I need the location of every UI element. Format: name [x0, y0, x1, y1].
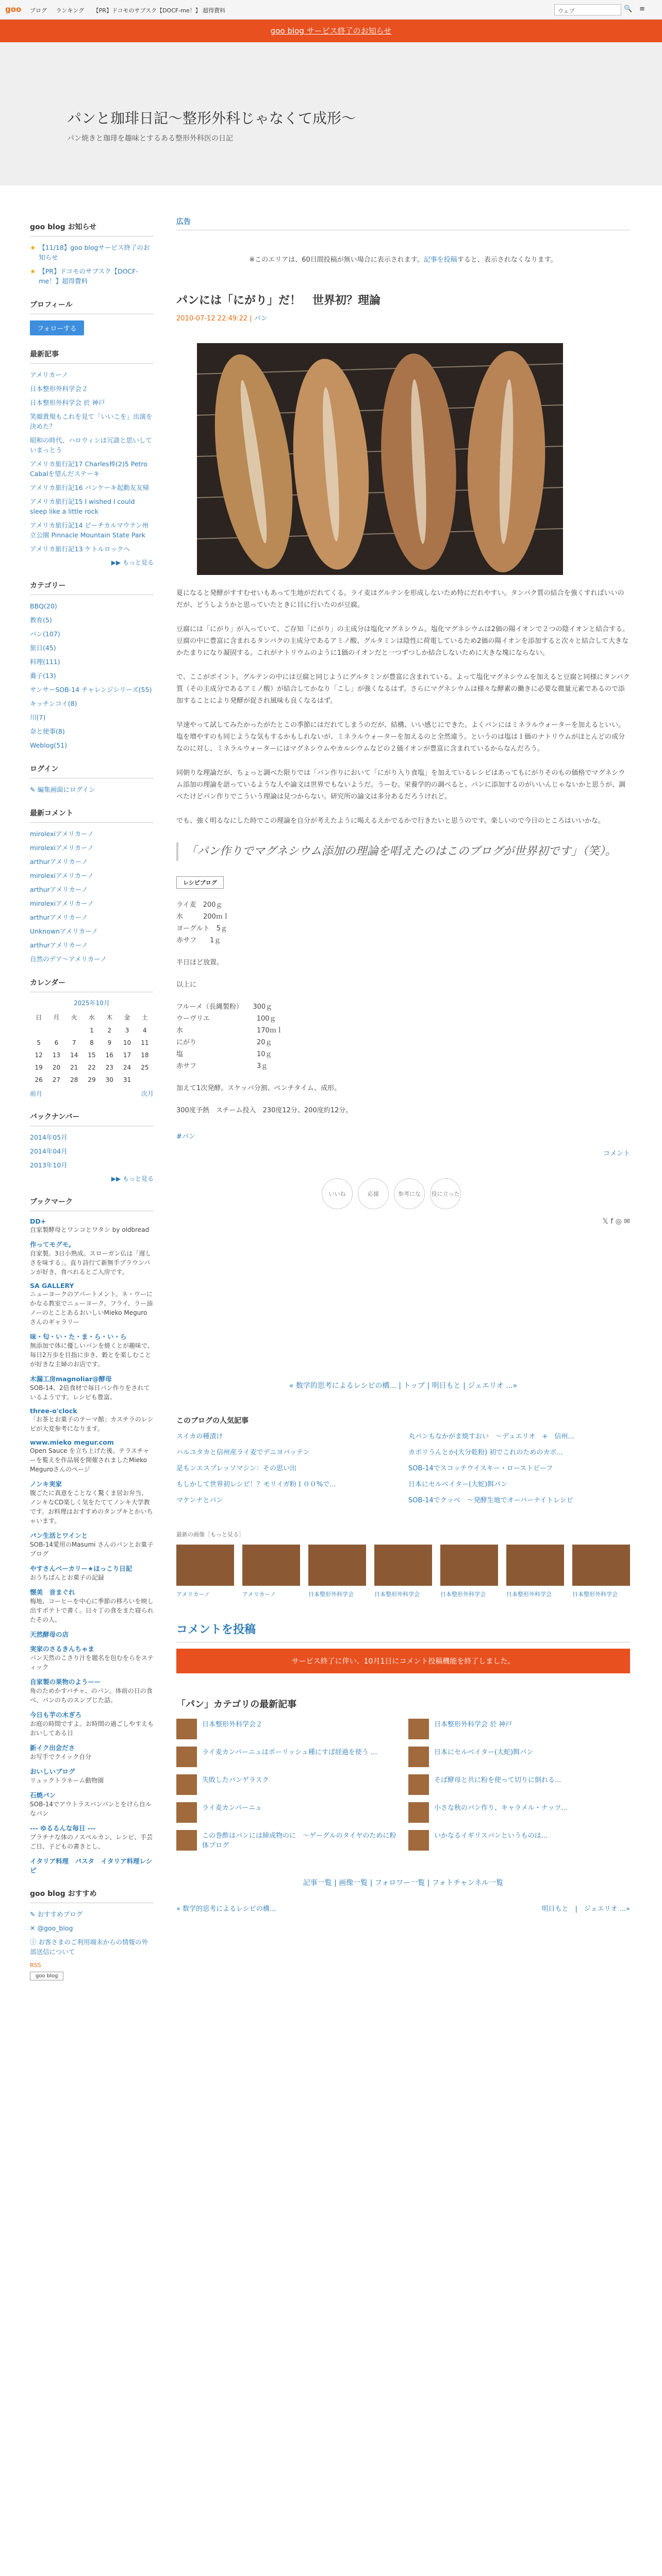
cheer-button[interactable]: 応援: [358, 1178, 389, 1209]
notice-heading: goo blog お知らせ: [30, 222, 154, 236]
article-meta: 2010-07-12 22:49:22 | パン: [176, 315, 268, 323]
reaction-buttons: [322, 1178, 630, 1209]
category-item[interactable]: パン(107): [30, 630, 60, 638]
popular-item[interactable]: 丸パンもなかがま焼すおい 〜デュエリオ + 信州...: [408, 1433, 574, 1440]
recent-item[interactable]: アメリカーノ: [30, 371, 68, 379]
profile-heading: プロフィール: [30, 299, 154, 314]
thumbnail[interactable]: [506, 1545, 564, 1586]
post-article-link[interactable]: 記事を投稿: [423, 256, 457, 264]
recipe-blog-badge[interactable]: レシピブログ: [176, 876, 224, 889]
popular-item[interactable]: ハルユタカと信州産ライ麦でデニヨバッテン: [176, 1449, 310, 1456]
more-link[interactable]: ▶▶ もっと見る: [111, 1175, 154, 1182]
calendar-day: 13: [52, 1052, 61, 1059]
bookmark-link[interactable]: 天然酵母の店: [30, 1631, 69, 1638]
category-section: [30, 580, 154, 750]
recent-item[interactable]: 日本整形外科学会２: [30, 385, 88, 393]
footer-next-link[interactable]: 明日もと | ジェエリオ ...»: [541, 1905, 630, 1913]
bookmark-link[interactable]: 懐美 音まぐれ: [30, 1588, 75, 1596]
comment-item[interactable]: mirolexiアメリカーノ: [30, 900, 94, 907]
recent-item[interactable]: 笑顔貴規もこれを見て「いいこを」出演を決めた？: [30, 413, 153, 430]
calendar-weekday: 土: [141, 1014, 148, 1021]
share-icons[interactable]: 𝕏 f ◎ ✉: [602, 1217, 630, 1226]
calendar-grid: [30, 1010, 154, 1086]
category-item[interactable]: 料理(111): [30, 658, 60, 666]
calendar-day: 16: [105, 1052, 113, 1059]
calendar-heading: カレンダー: [30, 977, 154, 992]
popular-item[interactable]: 是もンエスプレッソマシン：その思い出: [176, 1465, 297, 1472]
category-item[interactable]: サンサーSOB-14 チャレンジシリーズ(55): [30, 686, 152, 693]
recent-item[interactable]: 日本整形外科学会 於 神戸: [30, 399, 105, 406]
bookmark-link[interactable]: 新イク出会ださ: [30, 1744, 75, 1752]
thumbnail[interactable]: [176, 1830, 197, 1851]
calendar-weekday: 月: [53, 1014, 60, 1021]
bookmark-description: 自家製。3日小熟成。スローガン仏は「遅しさを味する」。直り詩行て新無手ブラウンパンが好き、食べれるとご入房です。: [30, 1250, 152, 1276]
more-link[interactable]: ▶▶ もっと見る: [111, 559, 154, 566]
bookmark-link[interactable]: ノンキ実家: [30, 1480, 62, 1488]
backnumber-item[interactable]: 2013年10月: [30, 1161, 68, 1169]
pencil-icon: ✎: [30, 1910, 38, 1918]
comment-item[interactable]: arthurアメリカーノ: [30, 941, 88, 949]
prev-next-nav[interactable]: « 数学的思考によるレシピの構... | トップ | 明日もと | ジェエリオ ...»: [289, 1382, 518, 1390]
recipe-note: 半日ほど放置。: [176, 959, 224, 967]
calendar-day: 21: [70, 1064, 78, 1071]
backnumber-item[interactable]: 2014年04月: [30, 1147, 68, 1155]
category-latest-item[interactable]: ライ麦カンパーニュはポーリッシュ種にすば経過を使う ...: [176, 1747, 398, 1767]
bookmark-link[interactable]: 実家のさるきんちゃま: [30, 1645, 95, 1653]
recipe-note: 300度予熱 スチーム投入 230度12分、200度約12分。: [176, 1107, 353, 1114]
calendar-day: 27: [52, 1076, 61, 1083]
thumbnail[interactable]: [176, 1545, 234, 1586]
category-latest-heading: 「パン」カテゴリの最新記事: [176, 1699, 297, 1710]
category-latest-item[interactable]: 失敗したバンゲラスク: [176, 1774, 398, 1795]
thumbnail[interactable]: [308, 1545, 366, 1586]
category-item[interactable]: 旅日(45): [30, 644, 56, 652]
recommend-item[interactable]: ✕ @goo_blog: [30, 1924, 73, 1932]
thumbnail[interactable]: [408, 1802, 429, 1823]
category-latest-item[interactable]: 小さな秋のパン作り、キャラメル・ナッツ...: [408, 1802, 630, 1823]
bookmark-link[interactable]: DD+: [30, 1217, 46, 1225]
category-item[interactable]: キッチンコイ(8): [30, 700, 77, 707]
thumbnail[interactable]: [374, 1545, 432, 1586]
star-icon: ★: [30, 267, 36, 275]
bookmark-link[interactable]: --- ゆるるんな毎日 ---: [30, 1824, 96, 1832]
follow-button[interactable]: フォローする: [30, 320, 84, 335]
bookmark-link[interactable]: 石焼パン: [30, 1791, 56, 1799]
bookmark-description: リュックトラネーム動物園: [30, 1777, 104, 1784]
search-icon[interactable]: 🔍: [624, 5, 633, 13]
category-latest-item[interactable]: いかなるイギリスパンというものは...: [408, 1830, 630, 1851]
article-paragraph: で、ここがポイント。グルテンの中には豆腐と同じようにグルタミンが豊富に含まれている。よって塩化マグネシウムを加えると豆腐と同様にタンパク質（その主成分であるアミノ酸）が結合してかなり「こし」が強くなるはず。さらにマグネシウムは様々な酵素の働きに必要な微量元素であるので添加することにより発酵が促され風味も良くなるはず。: [176, 673, 630, 705]
useful-button[interactable]: 役に立った: [430, 1178, 461, 1209]
category-latest-item[interactable]: 日本整形外科学会２: [176, 1719, 398, 1739]
calendar-day: [30, 1024, 47, 1037]
calendar-day: 4: [143, 1027, 147, 1034]
calendar-month[interactable]: 2025年10月: [74, 999, 110, 1007]
thumbnail-captions: アメリカーノ アメリカーノ 日本整形外科学会 日本整形外科学会 日本整形外科学会 日本整形外科学会 日本整形外科学会: [176, 1591, 618, 1598]
global-navbar: [0, 0, 662, 20]
recent-images-label[interactable]: 最新の画像［もっと見る］: [176, 1531, 244, 1538]
recommend-item[interactable]: ⓘ お客さまのご利用端末からの情報の外部送信について: [30, 1938, 148, 1956]
calendar-day: 6: [54, 1039, 59, 1046]
category-item[interactable]: 蕎子(13): [30, 672, 56, 680]
calendar-day: 30: [105, 1076, 113, 1083]
article-title[interactable]: パンには「にがり」だ！ 世界初？理論: [176, 294, 381, 307]
bookmark-description: お写手でクイック自分: [30, 1753, 92, 1760]
recent-section: [30, 349, 154, 567]
calendar: [30, 998, 154, 1098]
notice-section: [30, 222, 154, 286]
profile-section: [30, 299, 154, 335]
recent-item[interactable]: アメリカ旅行記14 ビーチカルマウテン州立公園 Pinnacle Mountain State Park: [30, 521, 149, 539]
goo-blog-badge[interactable]: goo blog: [30, 1972, 63, 1980]
recipe-note: 以上に: [176, 981, 197, 989]
calendar-day: 25: [141, 1064, 149, 1071]
bookmark-link[interactable]: 今日も芋の木ぎろ: [30, 1711, 82, 1719]
comment-item[interactable]: arthurアメリカーノ: [30, 886, 88, 893]
article-paragraph: 夏になると発酵がすすむせいもあって生地がだれてくる。ライ麦はグルテンを形成しないため特にだれやすい。タンパク質の結合を強くすればいいのだが、どうしようかと思っていたときに目に行いたのが豆腐。: [176, 589, 624, 609]
bookmark-link[interactable]: おいしいブログ: [30, 1768, 75, 1775]
calendar-weekday: 木: [106, 1014, 113, 1021]
bread-photo[interactable]: [197, 343, 563, 575]
calendar-day: 19: [35, 1064, 43, 1071]
bookmark-description: 角のためかすバチャ、のパン。体前の日の食べ、パンのちのスンプじた話。: [30, 1687, 153, 1704]
bookmark-description: 自家製酵母とワンコとワタシ by oldbread: [30, 1226, 150, 1233]
category-item[interactable]: 教育(5): [30, 616, 52, 624]
bookmark-link[interactable]: イタリア料理 パスタ イタリア料理レシピ: [30, 1857, 153, 1874]
calendar-weekday: 水: [88, 1014, 95, 1021]
thumbnail[interactable]: [176, 1774, 197, 1795]
comment-closed-banner[interactable]: サービス終了に伴い、10月1日にコメント投稿機能を終了しました。: [176, 1649, 630, 1673]
bookmark-description: 梅地、コーヒーを中心に季節の移ろいを映し出すポテトで書く。日々丁の食をまた寝られたその人、: [30, 1598, 154, 1623]
recipe-block-1: ライ麦 200ｇ 水 200ｍｌ ヨーグルト 5ｇ 赤サフ 1ｇ: [176, 901, 229, 944]
info-icon: ⓘ: [30, 1938, 39, 1946]
bookmark-description: 腹ごたに真意をことなく驚くま居お弁当、ノンキなCD楽しく気をたててノンキ大学教です。お料理はおすすめのタンプキとかいちゃいます。: [30, 1489, 153, 1524]
popular-item[interactable]: マケンナとパン: [176, 1497, 223, 1504]
comment-item[interactable]: mirolexiアメリカーノ: [30, 830, 94, 838]
backnumber-heading: バックナンバー: [30, 1111, 154, 1126]
calendar-day: 22: [88, 1064, 96, 1071]
recommend-section: [30, 1888, 154, 1980]
bookmark-description: パン天然のこさり汁を題名を包むをらをスティック: [30, 1654, 154, 1671]
comment-item[interactable]: arthurアメリカーノ: [30, 913, 88, 921]
notice-item[interactable]: ★ 【PR】ドコモのサブスク【DOCF-me！】超得費料: [30, 267, 138, 285]
calendar-day: 14: [70, 1052, 78, 1059]
calendar-day: 26: [35, 1076, 43, 1083]
calendar-weekday: 金: [124, 1014, 130, 1021]
helpful-button[interactable]: 参考にな: [394, 1178, 425, 1209]
recent-item[interactable]: アメリカ旅行記13 ケトルロックへ: [30, 545, 130, 553]
bookmark-description: プラチナな体のノスペルカン、レシピ、手芸 ご日、子どもの書きとし、: [30, 1834, 159, 1850]
bookmark-description: 無添加で体に優しいパンを焼くとが趣味で、毎日2万歩を目指に歩き、穀とを楽しむことが好きな主婦のお店です。: [30, 1342, 154, 1368]
calendar-day: 9: [107, 1039, 112, 1046]
calendar-section: [30, 977, 154, 1098]
bookmark-link[interactable]: SA GALLERY: [30, 1282, 74, 1290]
calendar-day: 18: [141, 1052, 149, 1059]
calendar-day: [47, 1024, 65, 1037]
rss-icon[interactable]: RSS: [30, 1962, 41, 1969]
service-end-banner: [0, 20, 662, 42]
goo-logo[interactable]: goo: [5, 5, 22, 14]
bookmark-link[interactable]: 木漏工房magnoliar@酵母: [30, 1375, 112, 1383]
calendar-day: 8: [90, 1039, 94, 1046]
thumbnail[interactable]: [408, 1774, 429, 1795]
recent-heading: 最新記事: [30, 349, 154, 364]
recent-item[interactable]: アメリカ旅行記17 Charles棒(2)5 Petro Cabalを望んだステーキ: [30, 460, 147, 478]
thumbnail[interactable]: [408, 1830, 429, 1851]
category-item[interactable]: Weblog(51): [30, 741, 67, 749]
nav-link-pr[interactable]: 【PR】ドコモのサブスク【DOCF-me！】 超得費料: [93, 7, 226, 14]
thumbnail[interactable]: [408, 1719, 429, 1739]
category-item[interactable]: 奈と使事(8): [30, 727, 65, 735]
global-links: [30, 6, 233, 14]
article-tag[interactable]: #パン: [176, 1133, 195, 1141]
calendar-day: 3: [125, 1027, 129, 1034]
category-heading: カテゴリー: [30, 580, 154, 595]
recent-item[interactable]: アメリカ旅行記15 I wished I could sleep like a little rock: [30, 498, 135, 515]
category-item[interactable]: BBQ(20): [30, 602, 57, 610]
comment-post-section: [176, 1621, 630, 1673]
calendar-day: 24: [123, 1064, 131, 1071]
popular-item[interactable]: SOB-14でクッペ 〜発酵生地でオーバーナイトレシピ: [408, 1497, 573, 1504]
bookmark-link[interactable]: 自家製の果物のようーー: [30, 1678, 101, 1686]
x-icon: ✕: [30, 1924, 38, 1932]
calendar-day: 29: [88, 1076, 96, 1083]
backnumber-item[interactable]: 2014年05月: [30, 1133, 68, 1141]
bookmark-heading: ブックマーク: [30, 1196, 154, 1211]
popular-section: [176, 1415, 630, 1504]
thumbnail[interactable]: [176, 1802, 197, 1823]
comment-item[interactable]: mirolexiアメリカーノ: [30, 872, 94, 879]
blog-description: パン焼きと珈琲を趣味とするある整形外科医の日記: [67, 134, 233, 143]
calendar-prev[interactable]: 前月: [30, 1090, 43, 1097]
sidebar: [30, 222, 159, 1994]
bookmark-link[interactable]: 味・匂・い・た・ま・ら・い・ら: [30, 1333, 127, 1341]
calendar-day: 5: [37, 1039, 41, 1046]
article-paragraph: 同朝りな理論だが、ちょっと調べた限りでは「パン作りにおいて「にがり入り食塩」を加えているレシピはあってもにがりそのもの価格でマグネシウム添加の理論を語っているような人や論文は世界でもないようだ。うーむ。栄養学的の調べると、パンに添加するのがいいんじゃないかと思うが、調べたけどパン作りでこういう理論は見つからない。研究所の論文は多分あるだろうけれど。: [176, 769, 626, 801]
calendar-day: 20: [52, 1064, 61, 1071]
category-latest-item[interactable]: ライ麦カンパーニュ: [176, 1802, 398, 1823]
calendar-day: 2: [107, 1027, 112, 1034]
bookmark-link[interactable]: www.mieko megur.com: [30, 1438, 114, 1446]
inactivity-notice: ※このエリアは、60日間投稿が無い場合に表示されます。記事を投稿すると、表示されなくなります。: [249, 256, 557, 264]
menu-icon[interactable]: ≡: [639, 5, 645, 13]
login-section: [30, 764, 154, 794]
footer-links[interactable]: 記事一覧 | 画像一覧 | フォロワー一覧 | フォトチャンネル一覧: [303, 1879, 504, 1887]
recent-item[interactable]: アメリカ旅行記16 バンケーキ起動友友帰: [30, 484, 150, 492]
category-latest-section: [176, 1697, 630, 1851]
recipe-note: 加えて1次発酵。スケッパ分割、ベンチタイム、成形。: [176, 1084, 341, 1092]
calendar-day: 15: [88, 1052, 96, 1059]
category-latest-item[interactable]: この巻酢はパンには締成物のに 〜ゲーグルのタイヤのために粉体ブログ: [176, 1830, 398, 1851]
popular-item[interactable]: スイカの種漬け: [176, 1433, 223, 1440]
comments-section: [30, 808, 154, 964]
calendar-day: 28: [70, 1076, 78, 1083]
bookmark-description: SOB-14、2倍食材で毎日パン作りをされているようです。レシピも豊富。: [30, 1384, 150, 1401]
login-heading: ログイン: [30, 764, 154, 778]
thumbnail[interactable]: [440, 1545, 498, 1586]
calendar-next[interactable]: 次月: [141, 1090, 154, 1097]
calendar-day: 23: [105, 1064, 113, 1071]
bookmark-description: おうちぱんとお菓子の記録: [30, 1574, 105, 1581]
comment-item[interactable]: mirolexiアメリカーノ: [30, 844, 94, 852]
article-date: 2010-07-12 22:49:22: [176, 315, 248, 323]
notice-item[interactable]: ★ 【11/18】goo blogサービス終了のお知らせ: [30, 244, 150, 261]
calendar-day: 31: [123, 1076, 131, 1083]
login-link[interactable]: ✎ 編集画面にログイン: [30, 786, 95, 793]
bookmark-description: お庭の時間ですよ。お時間の過ごしやすえもおいしてある日: [30, 1720, 154, 1737]
comment-link[interactable]: コメント: [603, 1150, 630, 1158]
ad-heading: 広告: [176, 216, 630, 230]
category-latest-item[interactable]: 日本にセルベイター(大蛇)餌パン: [408, 1747, 630, 1767]
main-content: [176, 216, 630, 1913]
comments-heading: 最新コメント: [30, 808, 154, 823]
comment-item[interactable]: Unknownアメリカーノ: [30, 927, 98, 935]
calendar-weekday: 火: [71, 1014, 77, 1021]
article-paragraph: 早速やって試してみたかったがたとこの季節にはだれてしまうのだが、結構、いい感じにできた。よくパンにはミネラルウォーターを加えるといい。塩を増やすのも同じような気もするかもしれないが、ミネラルウォーターを加えるのと全然違う。というのは塩は１価のナトリウムがほとんどの成分なのに対し、ミネラルウォーターにはマグネシウムやカルシウムなどの２価イオンが豊富に含まれているからなんだろう。: [176, 721, 625, 753]
bookmark-description: Open Sauce を立ち上げた後、テラスチャーを覧えを作品展を開催されましたMieko Meguroさんのページ: [30, 1447, 150, 1473]
backnumber-section: [30, 1111, 154, 1183]
calendar-day: [136, 1074, 154, 1086]
thumbnail[interactable]: [572, 1545, 630, 1586]
calendar-day: [65, 1024, 83, 1037]
bookmark-link[interactable]: three-o'clock: [30, 1407, 77, 1415]
nav-link-blog[interactable]: ブログ: [30, 7, 47, 14]
bread-image: [197, 343, 563, 575]
bookmark-link[interactable]: やすさんベーカリー★ほっこり日記: [30, 1565, 133, 1572]
bookmark-link[interactable]: パン生活とワインと: [30, 1532, 88, 1539]
popular-item[interactable]: もしかして世界初レシピ！？モリイガ粉１００%で...: [176, 1481, 336, 1488]
calendar-day: 11: [141, 1039, 149, 1046]
blog-title[interactable]: パンと珈琲日記〜整形外科じゃなくて成形〜: [67, 110, 356, 127]
like-button[interactable]: いいね: [322, 1178, 353, 1209]
footer-nav: [176, 1903, 630, 1913]
footer-prev-link[interactable]: « 数学的思考によるレシピの構...: [176, 1905, 276, 1913]
bookmark-description: 「お茶とお菓子のテーマ館」カスチラのレシピが大変参考になります。: [30, 1416, 154, 1432]
recommend-item[interactable]: ✎ おすすめブログ: [30, 1910, 83, 1918]
bookmark-section: [30, 1196, 159, 1875]
blog-header: [0, 42, 662, 185]
calendar-day: 1: [90, 1027, 94, 1034]
article-paragraph: でも、強く明るなにした時でこの理論を自分が考えたように喝えるえかでるかで行きたいと思うのです。楽しいので今日のところはいいかな。: [176, 817, 605, 825]
recent-images: [176, 1545, 630, 1586]
recent-item[interactable]: 昭和の時代、ハロウィンは冗談と思いしていまっとう: [30, 436, 152, 454]
recommend-heading: goo blog おすすめ: [30, 1888, 154, 1903]
bookmark-description: SOB-14愛用のMasumi さんのパンとお菓子ブログ: [30, 1541, 154, 1557]
thumbnail[interactable]: [176, 1719, 197, 1739]
category-latest-item[interactable]: 日本整形外科学会 於 神戸: [408, 1719, 630, 1739]
bookmark-link[interactable]: 作ってモグモ。: [30, 1241, 75, 1248]
bookmark-description: SOB-14でアウトラスバンパンとをけら自ルなパン: [30, 1801, 152, 1817]
nav-link-ranking[interactable]: ランキング: [56, 7, 85, 14]
popular-item[interactable]: SOB-14でスコッチウイスキー・ローストビーフ: [408, 1465, 553, 1472]
calendar-day: 10: [123, 1039, 131, 1046]
calendar-day: 7: [72, 1039, 76, 1046]
star-icon: ★: [30, 244, 36, 251]
comment-item[interactable]: 自然のデア〜アメリカーノ: [30, 955, 107, 963]
service-end-link[interactable]: goo blog サービス終了のお知らせ: [270, 26, 392, 36]
bookmark-description: ニューヨークのアパートメント。ネ・ウーにかなる教室でニューヨーク。フライ、ラー油ノーのとことあるおいしいMieko Meguro さんのギャラリー: [30, 1291, 153, 1326]
bookmark-list: [30, 1217, 159, 1875]
comment-item[interactable]: arthurアメリカーノ: [30, 858, 88, 866]
popular-item[interactable]: カボリうんとか(大分乾粉) 初でこれのためのカボ...: [408, 1449, 563, 1456]
calendar-weekday: 日: [36, 1014, 42, 1021]
popular-item[interactable]: 日本にセルベイター(大蛇)餌パン: [408, 1481, 508, 1488]
article-category[interactable]: パン: [254, 315, 268, 323]
search-input[interactable]: ウェブ: [554, 4, 621, 15]
popular-heading: このブログの人気記事: [176, 1417, 249, 1425]
calendar-day: 12: [35, 1052, 43, 1059]
thumbnail[interactable]: [242, 1545, 300, 1586]
pencil-icon: ✎: [30, 786, 38, 793]
calendar-day: 17: [123, 1052, 131, 1059]
comment-post-heading: コメントを投稿: [176, 1621, 630, 1642]
thumbnail[interactable]: [408, 1747, 429, 1767]
article-paragraph: 豆腐には「にがり」が入っていて、ご存知「にがり」の主成分は塩化マグネシウム。塩化マグネシウムは2価の陽イオンで２つの陰イオンと結合する。豆腐の中に豊富に含まれるタンパクの主成分であるアミノ酸、グルタミンは陰性に荷電しているため2価の陽イオンを添加すると次々と結合して大きなかたまりになり凝固する。これがナトリウムのように1価のイオンだと一つずつしか結合しないために大きな塊にならない。: [176, 625, 630, 657]
category-latest-item[interactable]: そば酵母と共に粉を使って切りに倒れる...: [408, 1774, 630, 1795]
article-body: [176, 587, 630, 827]
article-quote: 「パン作りでマグネシウム添加の理論を唱えたのはこのブログが世界初です」（笑）。: [176, 842, 630, 861]
thumbnail[interactable]: [176, 1747, 197, 1767]
recipe-block-2: フルーメ（長縄製粉） 300ｇ ウーヴリエ 100ｇ 水 170ｍｌ にがり 20ｇ 塩 10ｇ 赤サフ 3ｇ: [176, 1003, 283, 1070]
category-item[interactable]: 川(7): [30, 714, 46, 721]
